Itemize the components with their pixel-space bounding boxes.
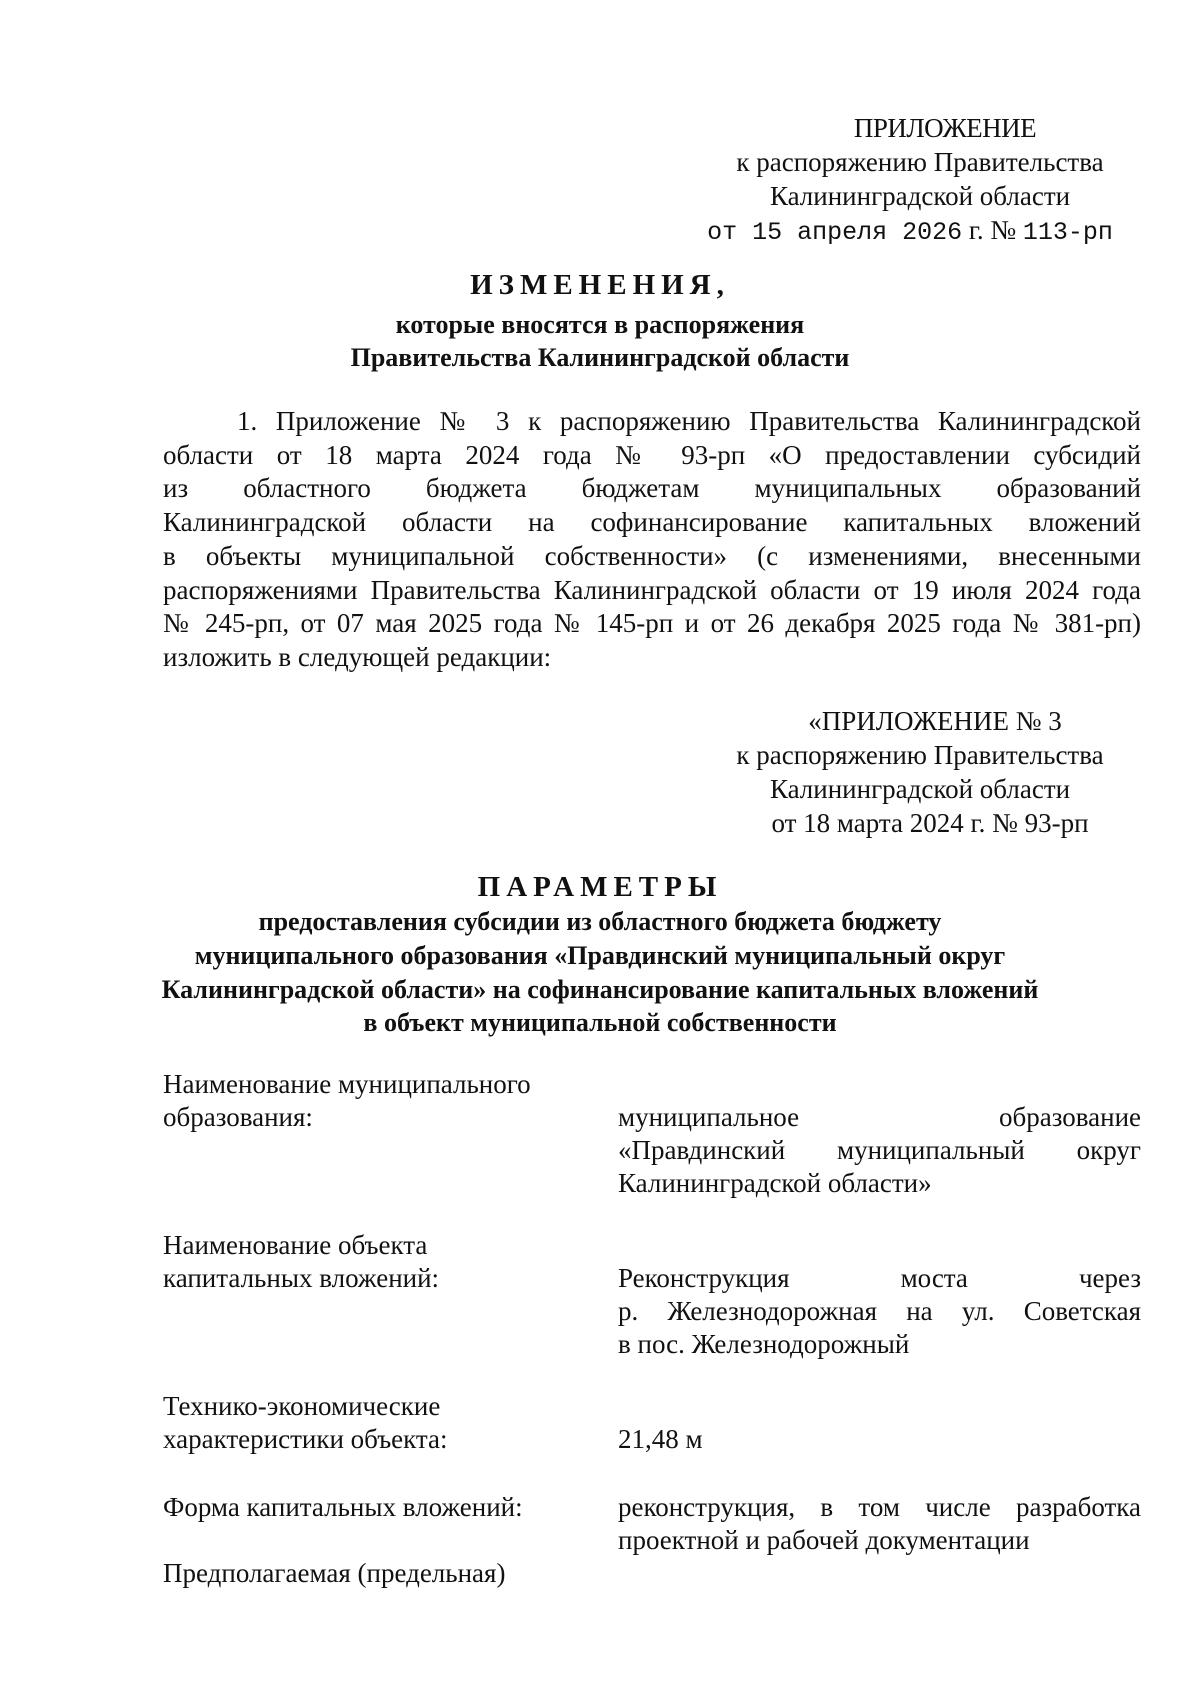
param-label-form: Форма капитальных вложений: [163, 1492, 523, 1522]
changes-subtitle-1: которые вносятся в распоряжения [395, 310, 805, 339]
paragraph-line: Калининградской области на софинансирование капитальных вложений [163, 507, 1141, 538]
approval-from: от [707, 218, 753, 248]
approval-title: ПРИЛОЖЕНИЕ [853, 113, 1037, 143]
param-label-characteristics: Технико-экономические характеристики объекта: [163, 1391, 448, 1454]
param-label-estimated: Предполагаемая (предельная) [163, 1558, 506, 1588]
paragraph-line: распоряжениями Правительства Калининградской области от 19 июля 2024 года [163, 574, 1141, 605]
approval-line-2: к распоряжению Правительства [736, 147, 1104, 178]
approval-line-3: Калининградской области [769, 180, 1071, 211]
param-value-characteristics: 21,48 м [618, 1424, 703, 1454]
paragraph-1 [163, 405, 1141, 675]
appendix-line-2: к распоряжению Правительства [736, 740, 1104, 771]
param-value-object: Реконструкция моста через р. Железнодорожная на ул. Советская в пос. Железнодорожный [618, 1263, 1141, 1359]
params-title: ПАРАМЕТРЫ [477, 871, 723, 903]
params-subtitle-4: в объект муниципальной собственности [363, 1008, 837, 1037]
appendix-line-3: Калининградской области [769, 773, 1071, 804]
appendix-title: «ПРИЛОЖЕНИЕ № 3 [808, 706, 1062, 736]
changes-title: ИЗМЕНЕНИЯ, [470, 269, 730, 301]
approval-number: 113-рп [1022, 218, 1113, 248]
paragraph-line: 1. Приложение № 3 к распоряжению Правительства Калининградской [237, 406, 1141, 436]
approval-date: 15 апреля 2026 [752, 218, 963, 248]
approval-mid: г. № [962, 215, 1023, 246]
paragraph-line: № 245-рп, от 07 мая 2025 года № 145-рп и от 26 декабря 2025 года № 381-рп) [163, 608, 1141, 639]
approval-line-4 [700, 214, 1140, 248]
params-subtitle-1: предоставления субсидии из областного бюджета бюджету [258, 907, 942, 936]
param-label-municipality: Наименование муниципального образования: [163, 1069, 531, 1132]
appendix-line-4: от 18 марта 2024 г. № 93-рп [771, 808, 1089, 839]
param-label-object: Наименование объекта капитальных вложений: [163, 1230, 440, 1293]
paragraph-line: в объекты муниципальной собственности» (с изменениями, внесенными [163, 540, 1141, 571]
params-subtitle-3: Калининградской области» на софинансирование капитальных вложений [161, 975, 1039, 1004]
appendix-3-header [700, 705, 1140, 840]
param-value-form: реконструкция, в том числе разработка проектной и рабочей документации [618, 1492, 1141, 1555]
approval-header [700, 112, 1140, 248]
params-subtitle-2: муниципального образования «Правдинский муниципальный округ [194, 941, 1006, 970]
paragraph-line: изложить в следующей редакции: [163, 641, 552, 672]
param-value-municipality: муниципальное образование «Правдинский муниципальный округ Калининградской области» [618, 1102, 1141, 1198]
paragraph-line: области от 18 марта 2024 года № 93-рп «О предоставлении субсидий [163, 439, 1141, 470]
paragraph-line: из областного бюджета бюджетам муниципальных образований [163, 473, 1141, 504]
changes-subtitle-2: Правительства Калининградской области [350, 343, 850, 372]
